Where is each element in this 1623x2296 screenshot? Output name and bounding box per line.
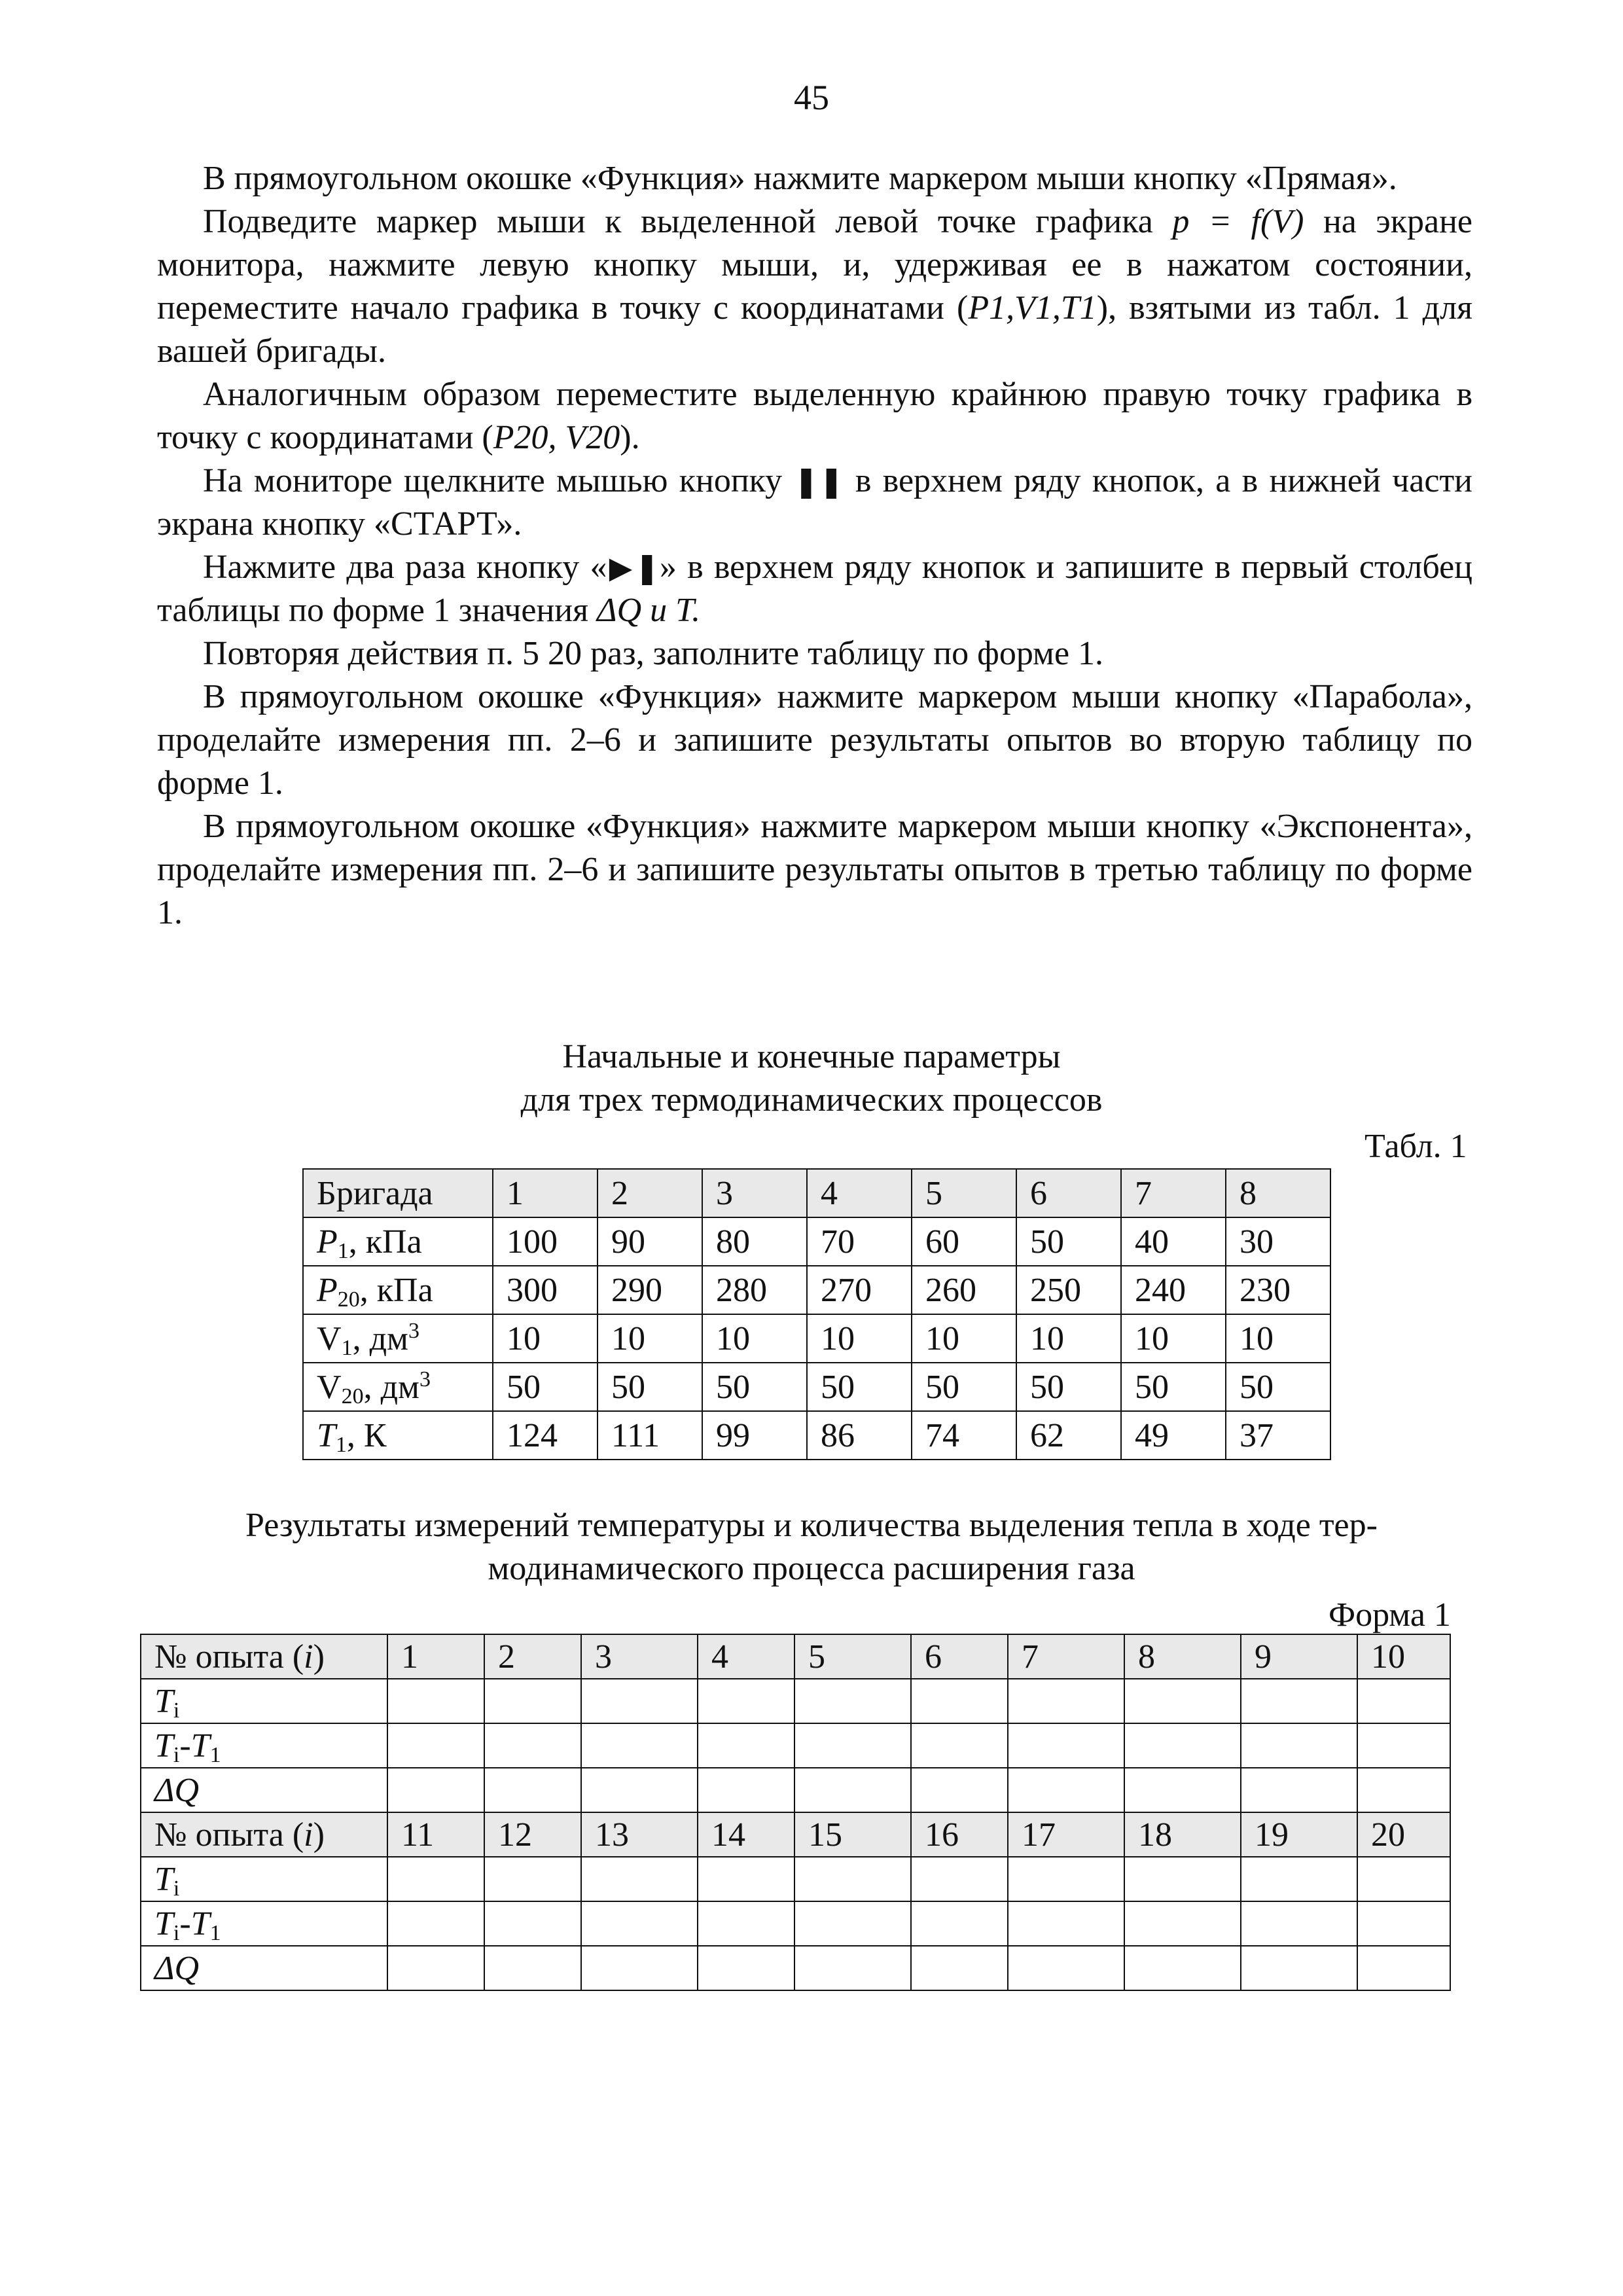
form1-input-cell[interactable] (581, 1901, 698, 1946)
form1-input-cell[interactable] (1124, 1679, 1241, 1723)
table1-cell: 50 (597, 1363, 702, 1411)
form1-input-cell[interactable] (387, 1901, 484, 1946)
form1-row-ti-t1 (141, 1723, 1450, 1768)
table1-row-label: $V_{20}$, $дм^3$ (303, 1363, 493, 1411)
table1-cell: 90 (597, 1217, 702, 1266)
table1-row-p20 (303, 1266, 1330, 1314)
form1-row-dq (141, 1946, 1450, 1990)
form1-input-cell[interactable] (1357, 1946, 1450, 1990)
form1-header-cell: 5 (794, 1634, 911, 1679)
table1-cell: 111 (597, 1411, 702, 1460)
table1-cell: 50 (1016, 1217, 1121, 1266)
table1-cell: 230 (1226, 1266, 1330, 1314)
form1-input-cell[interactable] (387, 1857, 484, 1901)
paragraph-1: В прямоугольном окошке «Функция» нажмите маркером мыши кнопку «Прямая». (203, 160, 1397, 197)
form1-input-cell[interactable] (1008, 1723, 1124, 1768)
form1-row-label: $T_i-T_1$ (141, 1723, 387, 1768)
table1-cell: 50 (807, 1363, 912, 1411)
form1-header-cell: 3 (581, 1634, 698, 1679)
form1-input-cell[interactable] (1124, 1946, 1241, 1990)
form1-header-cell: 8 (1124, 1634, 1241, 1679)
form1-row-dq (141, 1768, 1450, 1812)
form1-input-cell[interactable] (794, 1679, 911, 1723)
form1-header-cell: 13 (581, 1812, 698, 1857)
form1-input-cell[interactable] (1008, 1857, 1124, 1901)
form1-input-cell[interactable] (484, 1901, 581, 1946)
table1-header-cell: Бригада (303, 1169, 493, 1217)
form1-label: Форма 1 (1329, 1596, 1451, 1634)
table1-parameters (302, 1168, 1331, 1460)
form1-input-cell[interactable] (581, 1768, 698, 1812)
table1-cell: 10 (702, 1314, 807, 1363)
table1-cell: 70 (807, 1217, 912, 1266)
form1-input-cell[interactable] (387, 1679, 484, 1723)
form1-header-cell: 4 (698, 1634, 794, 1679)
table1-cell: 290 (597, 1266, 702, 1314)
table1-cell: 280 (702, 1266, 807, 1314)
table1-header-cell: 8 (1226, 1169, 1330, 1217)
table1-cell: 50 (912, 1363, 1016, 1411)
table1-cell: 10 (493, 1314, 597, 1363)
form1-caption-line1: Результаты измерений температуры и количества выделения тепла в ходе тер- (245, 1507, 1378, 1544)
coords-p20-v20: P20, V20 (493, 419, 620, 456)
table1-cell: 240 (1121, 1266, 1226, 1314)
form1-input-cell[interactable] (1008, 1946, 1124, 1990)
form1-input-cell[interactable] (1357, 1679, 1450, 1723)
form1-input-cell[interactable] (794, 1946, 911, 1990)
table1-cell: 49 (1121, 1411, 1226, 1460)
form1-input-cell[interactable] (698, 1679, 794, 1723)
paragraph-2: Подведите маркер мыши к выделенной левой точке графика p = f(V) на экране монитора, нажмите левую кнопку мыши, и, удерживая ее в нажатом состоянии, переместите начало графика в точку с координатами (P1,V1,T1), взятыми из табл. 1 для вашей бригады. (157, 203, 1472, 370)
form1-row-label: $T_i$ (141, 1857, 387, 1901)
coords-p1-v1-t1: P1,V1,T1 (968, 289, 1097, 327)
form1-input-cell[interactable] (484, 1768, 581, 1812)
form1-input-cell[interactable] (794, 1901, 911, 1946)
form1-input-cell[interactable] (698, 1723, 794, 1768)
table1-row-t1 (303, 1411, 1330, 1460)
form1-input-cell[interactable] (794, 1768, 911, 1812)
form1-input-cell[interactable] (698, 1901, 794, 1946)
form1-input-cell[interactable] (581, 1679, 698, 1723)
form1-input-cell[interactable] (387, 1946, 484, 1990)
form1-input-cell[interactable] (1357, 1768, 1450, 1812)
form1-row-label: $T_i-T_1$ (141, 1901, 387, 1946)
table1-cell: 50 (1016, 1363, 1121, 1411)
form1-input-cell[interactable] (581, 1723, 698, 1768)
page-number: 45 (794, 78, 829, 117)
form1-input-cell[interactable] (484, 1946, 581, 1990)
table1-cell: 50 (1121, 1363, 1226, 1411)
table1-cell: 300 (493, 1266, 597, 1314)
table1-cell: 10 (807, 1314, 912, 1363)
table1-cell: 10 (912, 1314, 1016, 1363)
form1-row-ti (141, 1857, 1450, 1901)
table1-cell: 250 (1016, 1266, 1121, 1314)
form1-input-cell[interactable] (1008, 1679, 1124, 1723)
table1-cell: 37 (1226, 1411, 1330, 1460)
table1-cell: 80 (702, 1217, 807, 1266)
form1-row-ti-t1 (141, 1901, 1450, 1946)
form1-input-cell[interactable] (387, 1723, 484, 1768)
pause-icon: ❚❚ (793, 463, 844, 499)
instructions-text (157, 157, 1472, 935)
form1-input-cell[interactable] (1241, 1768, 1357, 1812)
table1-cell: 99 (702, 1411, 807, 1460)
table1-cell: 62 (1016, 1411, 1121, 1460)
table1-cell: 124 (493, 1411, 597, 1460)
form1-input-cell[interactable] (1124, 1901, 1241, 1946)
table1-cell: 100 (493, 1217, 597, 1266)
form1-header-label: № опыта (i) (141, 1634, 387, 1679)
paragraph-6: Повторяя действия п. 5 20 раз, заполните таблицу по форме 1. (203, 635, 1104, 672)
form1-row-label: ΔQ (141, 1946, 387, 1990)
form1-header-cell: 9 (1241, 1634, 1357, 1679)
form1-header-cell: 20 (1357, 1812, 1450, 1857)
form1-input-cell[interactable] (1008, 1768, 1124, 1812)
form1-row-label: $T_i$ (141, 1679, 387, 1723)
form1-header-cell: 17 (1008, 1812, 1124, 1857)
paragraph-3: Аналогичным образом переместите выделенную крайнюю правую точку графика в точку с координатами (P20, V20). (157, 376, 1472, 456)
form1-header-cell: 11 (387, 1812, 484, 1857)
table1-header-row (303, 1169, 1330, 1217)
table1-cell: 10 (597, 1314, 702, 1363)
form1-input-cell[interactable] (1124, 1768, 1241, 1812)
table1-cell: 74 (912, 1411, 1016, 1460)
form1-input-cell[interactable] (1357, 1723, 1450, 1768)
table1-header-cell: 6 (1016, 1169, 1121, 1217)
table1-row-label: $T_1$, К (303, 1411, 493, 1460)
table1-cell: 10 (1016, 1314, 1121, 1363)
values-dq-t: ΔQ и T. (597, 592, 701, 629)
form1-input-cell[interactable] (698, 1946, 794, 1990)
step-forward-icon: ▶❚ (607, 550, 660, 585)
form1-header-row-2 (141, 1812, 1450, 1857)
form1-input-cell[interactable] (794, 1857, 911, 1901)
form1-row-label: ΔQ (141, 1768, 387, 1812)
table1-cell: 30 (1226, 1217, 1330, 1266)
table1-cell: 10 (1121, 1314, 1226, 1363)
form1-input-cell[interactable] (1241, 1679, 1357, 1723)
form1-input-cell[interactable] (911, 1679, 1008, 1723)
form1-input-cell[interactable] (387, 1768, 484, 1812)
form1-input-cell[interactable] (1241, 1723, 1357, 1768)
form1-input-cell[interactable] (911, 1901, 1008, 1946)
form1-input-cell[interactable] (794, 1723, 911, 1768)
form1-input-cell[interactable] (484, 1723, 581, 1768)
form1-header-cell: 19 (1241, 1812, 1357, 1857)
table1-header-cell: 2 (597, 1169, 702, 1217)
table1-row-v1 (303, 1314, 1330, 1363)
paragraph-4: На мониторе щелкните мышью кнопку ❚❚ в верхнем ряду кнопок, а в нижней части экрана кнопку «СТАРТ». (157, 462, 1472, 543)
form1-header-label: № опыта (i) (141, 1812, 387, 1857)
table1-cell: 60 (912, 1217, 1016, 1266)
paragraph-5: Нажмите два раза кнопку «▶❚» в верхнем ряду кнопок и запишите в первый столбец таблицы по форме 1 значения ΔQ и T. (157, 548, 1472, 629)
form1-measurements (140, 1634, 1451, 1991)
table1-cell: 50 (1226, 1363, 1330, 1411)
table1-cell: 260 (912, 1266, 1016, 1314)
form1-header-cell: 15 (794, 1812, 911, 1857)
form1-input-cell[interactable] (1357, 1901, 1450, 1946)
form1-input-cell[interactable] (911, 1768, 1008, 1812)
form1-input-cell[interactable] (911, 1946, 1008, 1990)
form1-header-cell: 6 (911, 1634, 1008, 1679)
table1-cell: 86 (807, 1411, 912, 1460)
table1-header-cell: 3 (702, 1169, 807, 1217)
table1-cell: 50 (702, 1363, 807, 1411)
form1-header-cell: 16 (911, 1812, 1008, 1857)
form1-header-cell: 7 (1008, 1634, 1124, 1679)
table1-cell: 40 (1121, 1217, 1226, 1266)
table1-row-label: $P_{20}$, кПа (303, 1266, 493, 1314)
form1-caption-line2: модинамического процесса расширения газа (488, 1550, 1135, 1587)
form1-header-cell: 14 (698, 1812, 794, 1857)
form1-input-cell[interactable] (1124, 1857, 1241, 1901)
table1-row-label: $V_1$, $дм^3$ (303, 1314, 493, 1363)
form1-row-ti (141, 1679, 1450, 1723)
table1-cell: 10 (1226, 1314, 1330, 1363)
form1-input-cell[interactable] (698, 1857, 794, 1901)
form1-input-cell[interactable] (698, 1768, 794, 1812)
form1-input-cell[interactable] (484, 1857, 581, 1901)
table1-row-p1 (303, 1217, 1330, 1266)
table1-label: Табл. 1 (1364, 1128, 1467, 1165)
table1-header-cell: 7 (1121, 1169, 1226, 1217)
form1-input-cell[interactable] (1008, 1901, 1124, 1946)
form1-header-cell: 18 (1124, 1812, 1241, 1857)
form1-header-cell: 12 (484, 1812, 581, 1857)
form1-input-cell[interactable] (911, 1723, 1008, 1768)
formula-p-f-v: p = f(V) (1172, 203, 1304, 240)
table1-header-cell: 5 (912, 1169, 1016, 1217)
form1-header-row-1 (141, 1634, 1450, 1679)
table1-header-cell: 4 (807, 1169, 912, 1217)
table1-row-label: $P_1$, кПа (303, 1217, 493, 1266)
form1-header-cell: 2 (484, 1634, 581, 1679)
form1-input-cell[interactable] (1241, 1946, 1357, 1990)
form1-input-cell[interactable] (581, 1946, 698, 1990)
table1-cell: 50 (493, 1363, 597, 1411)
form1-header-cell: 10 (1357, 1634, 1450, 1679)
form1-input-cell[interactable] (1357, 1857, 1450, 1901)
table1-cell: 270 (807, 1266, 912, 1314)
form1-input-cell[interactable] (1241, 1857, 1357, 1901)
paragraph-7: В прямоугольном окошке «Функция» нажмите маркером мыши кнопку «Парабола», проделайте измерения пп. 2–6 и запишите результаты опытов во вторую таблицу по форме 1. (157, 678, 1472, 802)
form1-input-cell[interactable] (1124, 1723, 1241, 1768)
table1-caption-line2: для трех термодинамических процессов (520, 1081, 1103, 1119)
form1-input-cell[interactable] (911, 1857, 1008, 1901)
table1-header-cell: 1 (493, 1169, 597, 1217)
form1-input-cell[interactable] (581, 1857, 698, 1901)
form1-input-cell[interactable] (484, 1679, 581, 1723)
table1-caption-line1: Начальные и конечные параметры (562, 1038, 1061, 1075)
form1-header-cell: 1 (387, 1634, 484, 1679)
paragraph-8: В прямоугольном окошке «Функция» нажмите маркером мыши кнопку «Экспонента», проделайте измерения пп. 2–6 и запишите результаты опытов в третью таблицу по форме 1. (157, 808, 1472, 931)
table1-row-v20 (303, 1363, 1330, 1411)
form1-input-cell[interactable] (1241, 1901, 1357, 1946)
